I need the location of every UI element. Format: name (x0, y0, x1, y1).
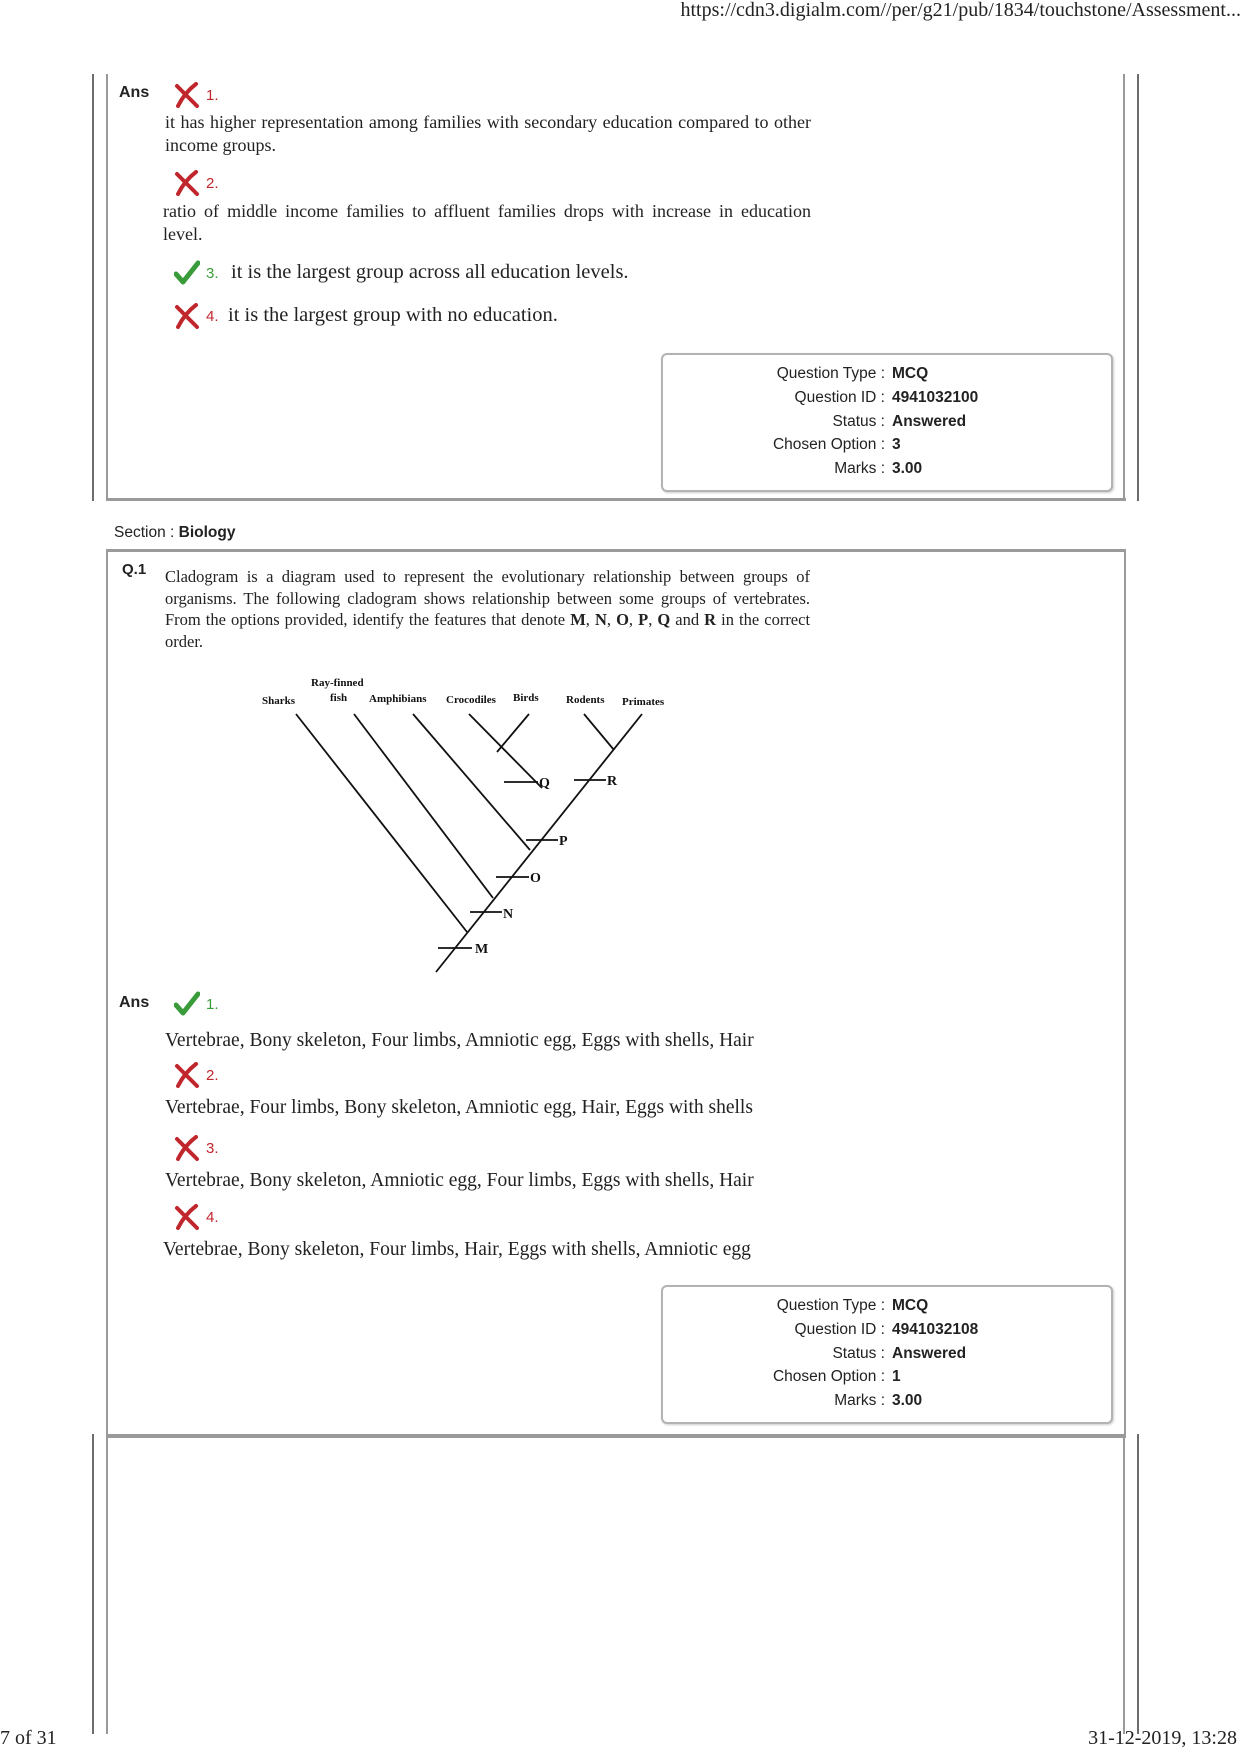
marks-label: Marks : (834, 1392, 885, 1409)
cross-icon (174, 1204, 200, 1230)
option-number: 4. (206, 1209, 219, 1226)
panel-border-left (92, 74, 94, 501)
print-datetime: 31-12-2019, 13:28 (1088, 1727, 1237, 1749)
letter-q: Q (657, 610, 671, 629)
panel-border-right (1137, 74, 1139, 501)
header-url[interactable]: https://cdn3.digialm.com//per/g21/pub/1834/touchstone/Assessment... (680, 0, 1241, 21)
section-label: Section : (114, 524, 175, 541)
option-2-text: ratio of middle income families to affluent families drops with increase in education level. (163, 201, 811, 244)
cross-icon (174, 1062, 200, 1088)
option-number: 3. (206, 265, 219, 282)
status-label: Status : (832, 1345, 885, 1362)
lower-panel-border-left (92, 1434, 94, 1734)
option-1-marker (174, 82, 217, 113)
status-value: Answered (892, 1345, 967, 1362)
letter-o: O (616, 610, 629, 629)
option-number: 1. (206, 87, 219, 104)
taxon-amphibians: Amphibians (369, 693, 427, 705)
section-name: Biology (178, 524, 236, 541)
question-id-label: Question ID : (794, 1321, 885, 1338)
question-info-box (661, 1285, 1113, 1424)
check-icon (174, 991, 200, 1017)
taxon-primates: Primates (622, 696, 665, 708)
taxon-rodents: Rodents (566, 694, 605, 706)
panel-border-right-outer (1123, 74, 1125, 501)
chosen-option-value: 1 (892, 1368, 901, 1385)
lower-panel-border-left-inner (106, 1434, 108, 1734)
marks-value: 3.00 (892, 460, 923, 477)
q1-option-2-text: Vertebrae, Four limbs, Bony skeleton, Amniotic egg, Hair, Eggs with shells (165, 1097, 753, 1118)
marks-value: 3.00 (892, 1392, 923, 1409)
option-3-marker (174, 260, 217, 291)
question-number: Q.1 (122, 561, 147, 578)
check-icon (174, 260, 200, 286)
cross-icon (174, 303, 200, 329)
status-value: Answered (892, 413, 967, 430)
sep: , (585, 610, 595, 629)
q1-option-4-text: Vertebrae, Bony skeleton, Four limbs, Hair, Eggs with shells, Amniotic egg (163, 1239, 751, 1260)
page-counter: 7 of 31 (0, 1727, 57, 1749)
status-label: Status : (832, 413, 885, 430)
sep: , (628, 610, 639, 629)
panel-bottom-divider (106, 498, 1126, 501)
question-id-label: Question ID : (794, 389, 885, 406)
marks-label: Marks : (834, 460, 885, 477)
taxon-rayfinned-line1: Ray-finned (311, 677, 364, 689)
lower-panel-border-right (1137, 1434, 1139, 1734)
question-text (165, 566, 810, 652)
taxon-birds: Birds (513, 692, 539, 704)
sep: , (606, 610, 617, 629)
question-text-part1: Cladogram is a diagram used to represent the evolutionary relationship between groups of organisms. The following cladogram shows relationship between some groups of vertebrates. From the options provided, identify the features that denote (165, 567, 810, 629)
question-text-part2: in the correct order. (165, 610, 811, 651)
node-label-r: R (607, 774, 618, 789)
option-number: 2. (206, 175, 219, 192)
question-type-value: MCQ (892, 1297, 929, 1314)
q1-option-3-text: Vertebrae, Bony skeleton, Amniotic egg, Four limbs, Eggs with shells, Hair (165, 1170, 754, 1191)
sep: , (648, 610, 658, 629)
q1-option-1-text: Vertebrae, Bony skeleton, Four limbs, Amniotic egg, Eggs with shells, Hair (165, 1030, 754, 1051)
option-4-text: it is the largest group with no education. (228, 304, 558, 326)
option-4-marker (174, 303, 217, 334)
cross-icon (174, 82, 200, 108)
letter-n: N (594, 610, 607, 629)
letter-p: P (638, 610, 649, 629)
sep-and: and (670, 610, 705, 629)
cross-icon (174, 170, 200, 196)
node-label-o: O (530, 871, 541, 886)
clado-branch-birds-connector (497, 714, 529, 752)
option-3-text: it is the largest group across all education levels. (231, 261, 629, 283)
option-number: 3. (206, 1140, 219, 1157)
q1-option-4-marker (174, 1204, 217, 1235)
clado-branch-rayfinned (354, 714, 493, 898)
node-label-m: M (475, 942, 489, 957)
taxon-sharks: Sharks (262, 695, 296, 707)
panel-border-left-inner (106, 74, 108, 501)
cladogram (240, 670, 690, 980)
ans-label: Ans (119, 84, 150, 101)
cross-icon (174, 1135, 200, 1161)
node-label-p: P (559, 834, 568, 849)
option-1-text: it has higher representation among families with secondary education compared to other income groups. (165, 112, 811, 155)
section-title (114, 524, 235, 542)
chosen-option-value: 3 (892, 436, 901, 453)
question-info-box (661, 353, 1113, 492)
q1-option-3-marker (174, 1135, 217, 1166)
option-number: 2. (206, 1067, 219, 1084)
clado-branch-rodents (584, 714, 614, 750)
lower-panel-border-right-outer (1123, 1434, 1125, 1734)
q1-option-1-marker (174, 991, 217, 1022)
taxon-rayfinned-line2: fish (330, 692, 348, 704)
chosen-option-label: Chosen Option : (772, 436, 885, 453)
question-id-value: 4941032100 (892, 389, 979, 406)
question-type-value: MCQ (892, 365, 929, 382)
q1-option-2-marker (174, 1062, 217, 1093)
node-label-n: N (503, 907, 514, 922)
question-id-value: 4941032108 (892, 1321, 979, 1338)
letter-r: R (704, 610, 717, 629)
clado-trunk (436, 714, 642, 972)
option-2-marker (174, 170, 217, 201)
clado-branch-crocodiles (469, 714, 542, 788)
taxon-crocodiles: Crocodiles (446, 694, 496, 706)
option-number: 1. (206, 996, 219, 1013)
node-label-q: Q (539, 776, 550, 791)
question-type-label: Question Type : (776, 1297, 885, 1314)
option-number: 4. (206, 308, 219, 325)
question-type-label: Question Type : (776, 365, 885, 382)
letter-m: M (570, 610, 586, 629)
chosen-option-label: Chosen Option : (772, 1368, 885, 1385)
ans-label: Ans (119, 994, 150, 1011)
